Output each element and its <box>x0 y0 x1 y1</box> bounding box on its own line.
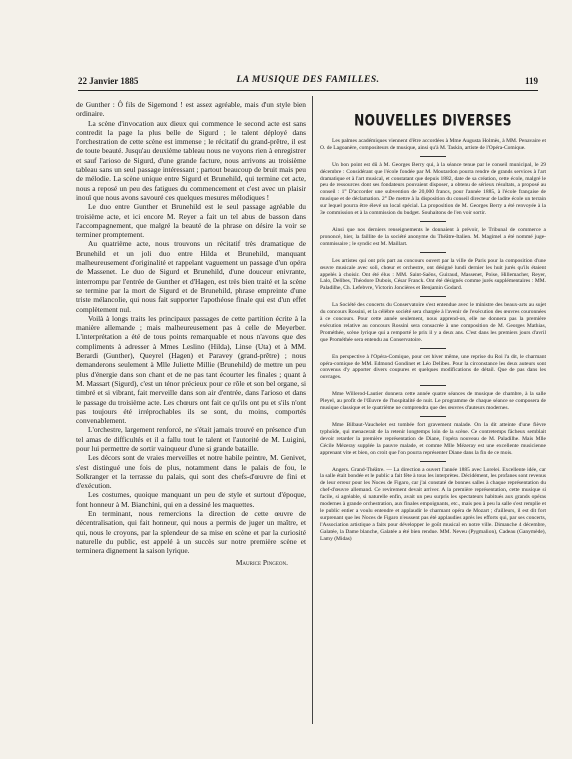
article-signature: Maurice Pingeon. <box>235 557 288 567</box>
news-item: Mme Willerod-Lautier donnera cette année quatre séances de musique de chambre, à la salle Pleyel, au profit de l'Œuvre de l'hospitalité de nuit. Le programme de chaque séance se composera de musique classique et le quatrième ne comprendra que des œuvres d'auteurs modernes. <box>320 391 546 412</box>
column-divider <box>312 96 313 724</box>
item-separator <box>420 156 446 157</box>
item-separator <box>420 252 446 253</box>
item-separator <box>420 221 446 222</box>
article-paragraph: Voilà à longs traits les principaux passages de cette partition écrite à la manière allemande ; mais malheureusement pas à celle de Meyerber. L'interprétation a été de tous points remarquable et nous n'avons que des compliments à adresser à Mmes Leslino (Hilda), Linse (Uta) et à MM. Berardi (Gunther), Queyrel (Hagen) et Paravey (grand-prêtre) ; nous demanderons seulement à Mlle Juliette Millie (Brunehild) de mettre un peu plus d'énergie dans son chant et de ne pas tant écourter les finales ; quant à M. Massart (Sigurd), c'est un ténor précieux pour ce rôle et son bel organe, si timbré et si vibrant, fait merveille dans son air d'entrée, dans l'arioso et dans le passage du troisième acte. Les chœurs ont fait ce qu'ils ont pu et s'ils n'ont pas toujours été irréprochables ils se sont, du moins, comportés convenablement. <box>76 313 306 426</box>
item-separator <box>420 385 446 386</box>
article-paragraph: La scène d'invocation aux dieux qui commence le second acte est sans contredit la page la plus belle de Sigurd ; le talent déployé dans l'orchestration de cette scène est immense ; le récitatif du grand-prêtre, il est de toute beauté. Jusqu'au deuxième tableau nous ne voyons rien à enregistrer et sauf l'arioso de Sigurd, d'une grande facture, nous arrivons au troisième tableau sans un seul passage intéressant ; partout beaucoup de bruit mais peu de mélodie. La scène unique entre Sigurd et Brunehild, qui termine cet acte, nous a reposé un peu des fatigues du commencement et c'est avec un plaisir inouï que nous avons savouré ces quelques mesures mélodiques ! <box>76 118 306 202</box>
article-paragraph: L'orchestre, largement renforcé, ne s'était jamais trouvé en présence d'un tel amas de difficultés et il a fallu tout le talent et l'autorité de M. Luigini, pour lui permettre de sortir vainqueur d'une si grande bataille. <box>76 425 306 453</box>
news-item: Ainsi que nos derniers renseignements le donnaient à prévoir, le Tribunal de commerce a prononcé, hier, la faillite de la société anonyme du Théâtre-Italien. M. Magimel a été nommé juge-commissaire ; le syndic est M. Maillart. <box>320 226 546 247</box>
news-item: Les artistes qui ont pris part au concours ouvert par la ville de Paris pour la composition d'une œuvre musicale avec soli, chœur et orchestre, ont désigné lundi dernier les huit jurés qu'ils étaient appelés à choisir. Ont été élus : MM. Saint-Saëns, Guiraud, Massenet, Poise, Hillemacher, Reyer, Lalo, Delibes, Théodore Dubois, César Franck. Ont été désignés comme jurés supplémentaires : MM. Paladilhe, Ch. Lefebvre, Victorin Joncières et Benjamin Godard. <box>320 257 546 292</box>
news-item: Les palmes académiques viennent d'être accordées à Mme Augusta Holmès, à MM. Penavaire et O. de Lagoanère, compositeurs de musique, ainsi qu'à M. Taskin, artiste de l'Opéra-Comique. <box>320 137 546 151</box>
article-paragraph: Les décors sont de vraies merveilles et notre habile peintre, M. Genivet, s'est distingué une fois de plus, notamment dans le palais de fou, le Solkranger et la terrasse du palais, qui sont des chefs-d'œuvre de fini et d'exécution. <box>76 453 306 491</box>
news-item: Angers. Grand-Théâtre. — La direction a ouvert l'année 1885 avec Lorelei. Excellente idée, car la salle était bondée et le public a fait fête à tous les interprètes. Décidément, les profanes sont revenus de leur erreur pour les Noces de Figaro, car j'ai constaté de bonnes salles à chaque représentation du chef-d'œuvre allemand. Ce revirement devait arriver. A la première représentation, cette musique si facile, si agréable, si naturelle enfin, avait un peu surpris les spectateurs habitués aux grands opéras modernes à grande orchestration, aux finales empoignants, etc., mais peu à peu la salle s'est remplie et le public entier a voulu entendre et applaudir le charmant opéra de Mozart ; d'ailleurs, il est dit fort surprenant que les Noces de Figaro n'eussent pas été applaudies après les efforts qui, par ses concerts, l'Association artistique a faits pour développer le goût musical en notre ville. Dimanche 4 décembre, Galatée, la Dame blanche, Galatée a été bien rendue. MM. Neveu (Pygmalion), Cadeau (Ganymède), Lamy (Midas) <box>320 466 546 542</box>
page-header <box>78 74 538 90</box>
article-paragraph: de Gunther : Ô fils de Sigemond ! est assez agréable, mais d'un style bien ordinaire. <box>76 100 306 119</box>
article-paragraph: Au quatrième acte, nous trouvons un récitatif très dramatique de Brunehild et un joli duo entre Hilda et Brunehild, manquant malheureusement d'originalité et rappelant vaguement un passage d'un opéra de Massenet. Le duo de Sigurd et Brunehild, d'une douceur enivrante, interrompu par l'entrée de Gunther et d'Hagen, est très bien traité et la scène se termine par la mort de Sigurd et de Brunehild, phrase empreinte d'une triste mélancolie, qui nous fait supporter l'apothéose finale qui est d'un effet complètement nul. <box>76 239 306 314</box>
news-item: Un bon point est dû à M. Georges Berry qui, à la séance tenue par le conseil municipal, le 29 décembre : Considérant que l'école fondée par M. Moutardon pourra rendre de grands services à l'art dramatique et à l'art musical, et constatant que depuis 1882, date de sa création, cette école, malgré le peu de ressources dont ses fondateurs pouvaient disposer, a obtenu de sérieux résultats, a proposé au conseil : 1° D'accorder une subvention de 20,000 francs, pour l'année 1885, à l'école française de musique et de déclamation. 2° De mettre à la disposition du conseil directeur de ladite école un terrain sur lequel pourra être élevé un local spécial. La proposition de M. Georges Berry a été renvoyée à la 3e commission et à la commission du budget. Souhaitons de l'en voir sortir. <box>320 161 546 217</box>
item-separator <box>420 348 446 349</box>
item-separator <box>420 416 446 417</box>
issue-date: 22 Janvier 1885 <box>78 76 139 86</box>
news-item: En perspective à l'Opéra-Comique, pour cet hiver même, une reprise du Roi l'a dit, le charmant opéra-comique de MM. Edmond Gondinet et Léo Delibes. Pour la circonstance les deux auteurs sont convenus d'y apporter divers coupures et quelques modifications de détail. Que de pas dans les ouvrages. <box>320 353 546 381</box>
section-title: NOUVELLES DIVERSES <box>354 111 512 131</box>
page-number: 119 <box>524 76 538 86</box>
header-rule <box>78 90 538 91</box>
news-item: La Société des concerts du Conservatoire s'est entendue avec le ministre des beaux-arts au sujet du concours Rossini, et la célèbre société sera chargée à l'avenir de l'exécution des œuvres couronnées à ce concours. Pour cette année seulement, nous apprend-on, elle ne donnera pas la première exécution relative au concours Rossini sera consacrée à une composition de M. Georges Mathias, Prométhée, scène lyrique qui a remporté le prix il y a deux ans. C'est dans les premiers jours d'avril que Prométhée sera entendu au Conservatoire. <box>320 302 546 343</box>
news-item: Mme Bilbaut-Vauchelet est tombée fort gravement malade. On la dit atteinte d'une fièvre typhoïde, qui menacerait de la retenir longtemps loin de la scène. Ce contretemps fâcheux semblait devoir retarder la première représentation de Diane, l'opéra nouveau de M. Paladilhe. Mais Mlle Cécile Mézeray supplée la pauvre malade, et comme Mlle Mézeray est une excellente musicienne apprenant vite et bien, on croit que l'on pourra représenter Diane dans la fin de ce mois. <box>320 422 546 456</box>
right-column-news <box>320 100 546 734</box>
item-separator <box>420 461 446 462</box>
article-paragraph: Les costumes, quoique manquant un peu de style et surtout d'époque, font honneur à M. Bianchini, qui en a dessiné les maquettes. <box>76 490 306 509</box>
publication-title: LA MUSIQUE DES FAMILLES. <box>236 75 380 85</box>
article-paragraph: Le duo entre Gunther et Brunehild est le seul passage agréable du troisième acte, et ici encore M. Reyer a fait un tel abus de basson dans l'accompagnement, que malgré la beauté de la phrase on désire la voir se terminer promptement. <box>76 202 306 240</box>
article-paragraph: En terminant, nous remercions la direction de cette œuvre de décentralisation, qui fait honneur, qui nous a permis de juger un maître, et qui, nous le croyons, par la splendeur de sa mise en scène et par la curiosité naturelle du public, est appelé à un succès sur notre première scène et terminera dignement la saison lyrique. <box>76 509 306 556</box>
item-separator <box>420 296 446 297</box>
left-column-article <box>76 100 306 734</box>
